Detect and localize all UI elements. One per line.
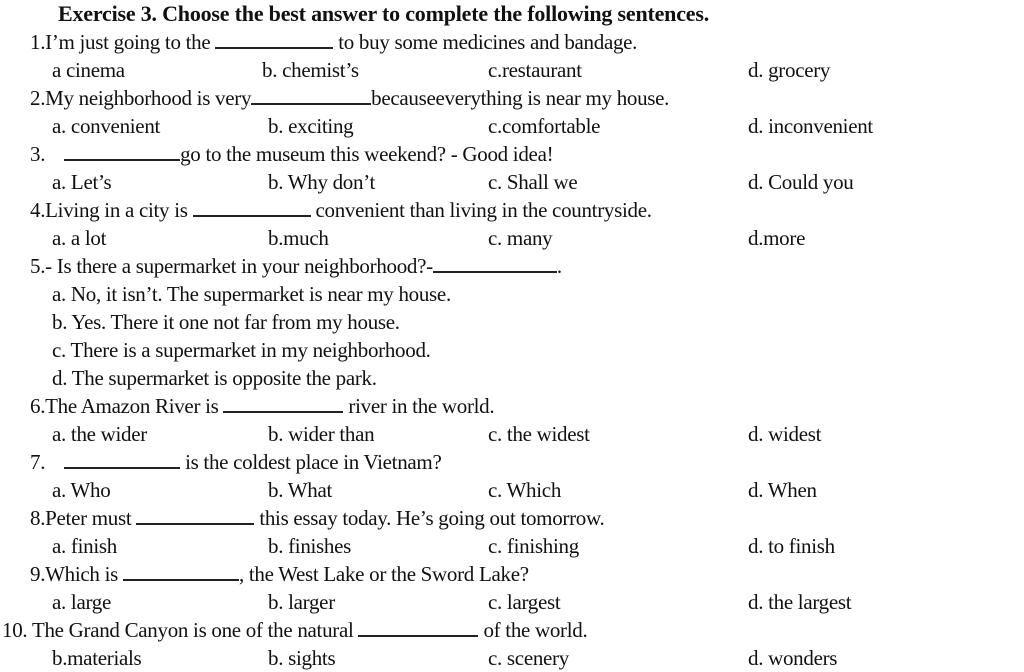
option-d: d.more	[748, 226, 806, 250]
question-text-after: , the West Lake or the Sword Lake?	[238, 562, 529, 586]
answer-blank	[136, 523, 254, 525]
answer-blank	[215, 47, 333, 49]
option-b: b. exciting	[268, 114, 354, 138]
answer-blank	[433, 271, 557, 273]
answer-blank	[123, 579, 239, 581]
question-text-before: My neighborhood is very	[45, 86, 252, 110]
question-text-before: Peter must	[45, 506, 132, 530]
options-row-8	[0, 532, 1024, 560]
question-text-before: I’m just going to the	[45, 30, 211, 54]
question-text-after: go to the museum this weekend? - Good idea!	[180, 142, 554, 166]
question-number: 5.	[30, 254, 46, 278]
option-b: b. chemist’s	[262, 58, 359, 82]
option-a: a. finish	[52, 534, 117, 558]
question-number: 8.	[30, 506, 46, 530]
question-8	[30, 504, 604, 532]
question-number: 6.	[30, 394, 46, 418]
question-number: 3.	[30, 142, 46, 166]
question-number: 4.	[30, 198, 46, 222]
question-1	[30, 28, 637, 56]
exercise-title: Exercise 3. Choose the best answer to complete the following sentences.	[58, 1, 709, 26]
option-a: a. Let’s	[52, 170, 112, 194]
option-a: a. convenient	[52, 114, 161, 138]
option-d: d. grocery	[748, 58, 831, 82]
answer-blank	[64, 467, 180, 469]
question-text-after: .	[556, 254, 562, 278]
options-row-4	[0, 224, 1024, 252]
question-text-after: is the coldest place in Vietnam?	[185, 450, 442, 474]
answer-blank	[193, 215, 311, 217]
question-text-after: to buy some medicines and bandage.	[338, 30, 638, 54]
question-5	[30, 252, 562, 280]
option-d: d. the largest	[748, 590, 852, 614]
option-d: d. wonders	[748, 646, 838, 670]
question-text-before: Which is	[45, 562, 118, 586]
option-c: c.comfortable	[488, 114, 601, 138]
answer-blank	[64, 159, 180, 161]
question-number: 1.	[30, 30, 46, 54]
question-number: 10.	[2, 618, 28, 642]
option-b: b. What	[268, 478, 332, 502]
question-text-before: Living in a city is	[45, 198, 188, 222]
question-10	[2, 616, 587, 644]
option-d: d. When	[748, 478, 817, 502]
option-c: c. Which	[488, 478, 562, 502]
option-c: c. the widest	[488, 422, 590, 446]
options-row-7	[0, 476, 1024, 504]
option-c: c. Shall we	[488, 170, 578, 194]
option-a: a. a lot	[52, 226, 107, 250]
question-text-before: The Grand Canyon is one of the natural	[31, 618, 354, 642]
option-b: b. finishes	[268, 534, 352, 558]
answer-blank	[358, 635, 478, 637]
question-9	[30, 560, 529, 588]
option-b: b.much	[268, 226, 329, 250]
option-d: d. to finish	[748, 534, 835, 558]
question-3	[30, 140, 553, 168]
option-c: c. scenery	[488, 646, 569, 670]
options-row-9	[0, 588, 1024, 616]
option-c: c. many	[488, 226, 553, 250]
question-number: 9.	[30, 562, 46, 586]
option-a: a. Who	[52, 478, 111, 502]
option-b: b. larger	[268, 590, 335, 614]
question-7	[30, 448, 441, 476]
option-a: b.materials	[52, 646, 142, 670]
question-number: 2.	[30, 86, 46, 110]
option-d: d. The supermarket is opposite the park.	[52, 366, 377, 390]
question-text-after: becauseeverything is near my house.	[371, 86, 670, 110]
options-row-6	[0, 420, 1024, 448]
question-text-after: convenient than living in the countryside.	[315, 198, 652, 222]
options-row-1	[0, 56, 1024, 84]
option-d: d. Could you	[748, 170, 854, 194]
option-c: c. largest	[488, 590, 561, 614]
option-a: a. the wider	[52, 422, 147, 446]
option-b: b. wider than	[268, 422, 375, 446]
option-a: a. large	[52, 590, 112, 614]
option-b: b. Yes. There it one not far from my house.	[52, 310, 400, 334]
question-2	[30, 84, 669, 112]
answer-blank	[251, 103, 371, 105]
question-text-before: - Is there a supermarket in your neighborhood?-	[45, 254, 433, 278]
options-row-2	[0, 112, 1024, 140]
option-d: d. widest	[748, 422, 822, 446]
option-c: c. finishing	[488, 534, 579, 558]
option-a: a cinema	[52, 58, 125, 82]
option-c: c. There is a supermarket in my neighborhood.	[52, 338, 431, 362]
question-4	[30, 196, 652, 224]
question-text-after: river in the world.	[348, 394, 495, 418]
option-b: b. Why don’t	[268, 170, 376, 194]
question-text-after: this essay today. He’s going out tomorrow.	[259, 506, 605, 530]
option-b: b. sights	[268, 646, 336, 670]
options-row-10	[0, 644, 1024, 672]
question-text-before: The Amazon River is	[45, 394, 219, 418]
question-number: 7.	[30, 450, 46, 474]
question-6	[30, 392, 494, 420]
options-row-3	[0, 168, 1024, 196]
answer-blank	[223, 411, 343, 413]
option-d: d. inconvenient	[748, 114, 873, 138]
question-text-after: of the world.	[483, 618, 588, 642]
option-c: c.restaurant	[488, 58, 582, 82]
option-a: a. No, it isn’t. The supermarket is near my house.	[52, 282, 451, 306]
